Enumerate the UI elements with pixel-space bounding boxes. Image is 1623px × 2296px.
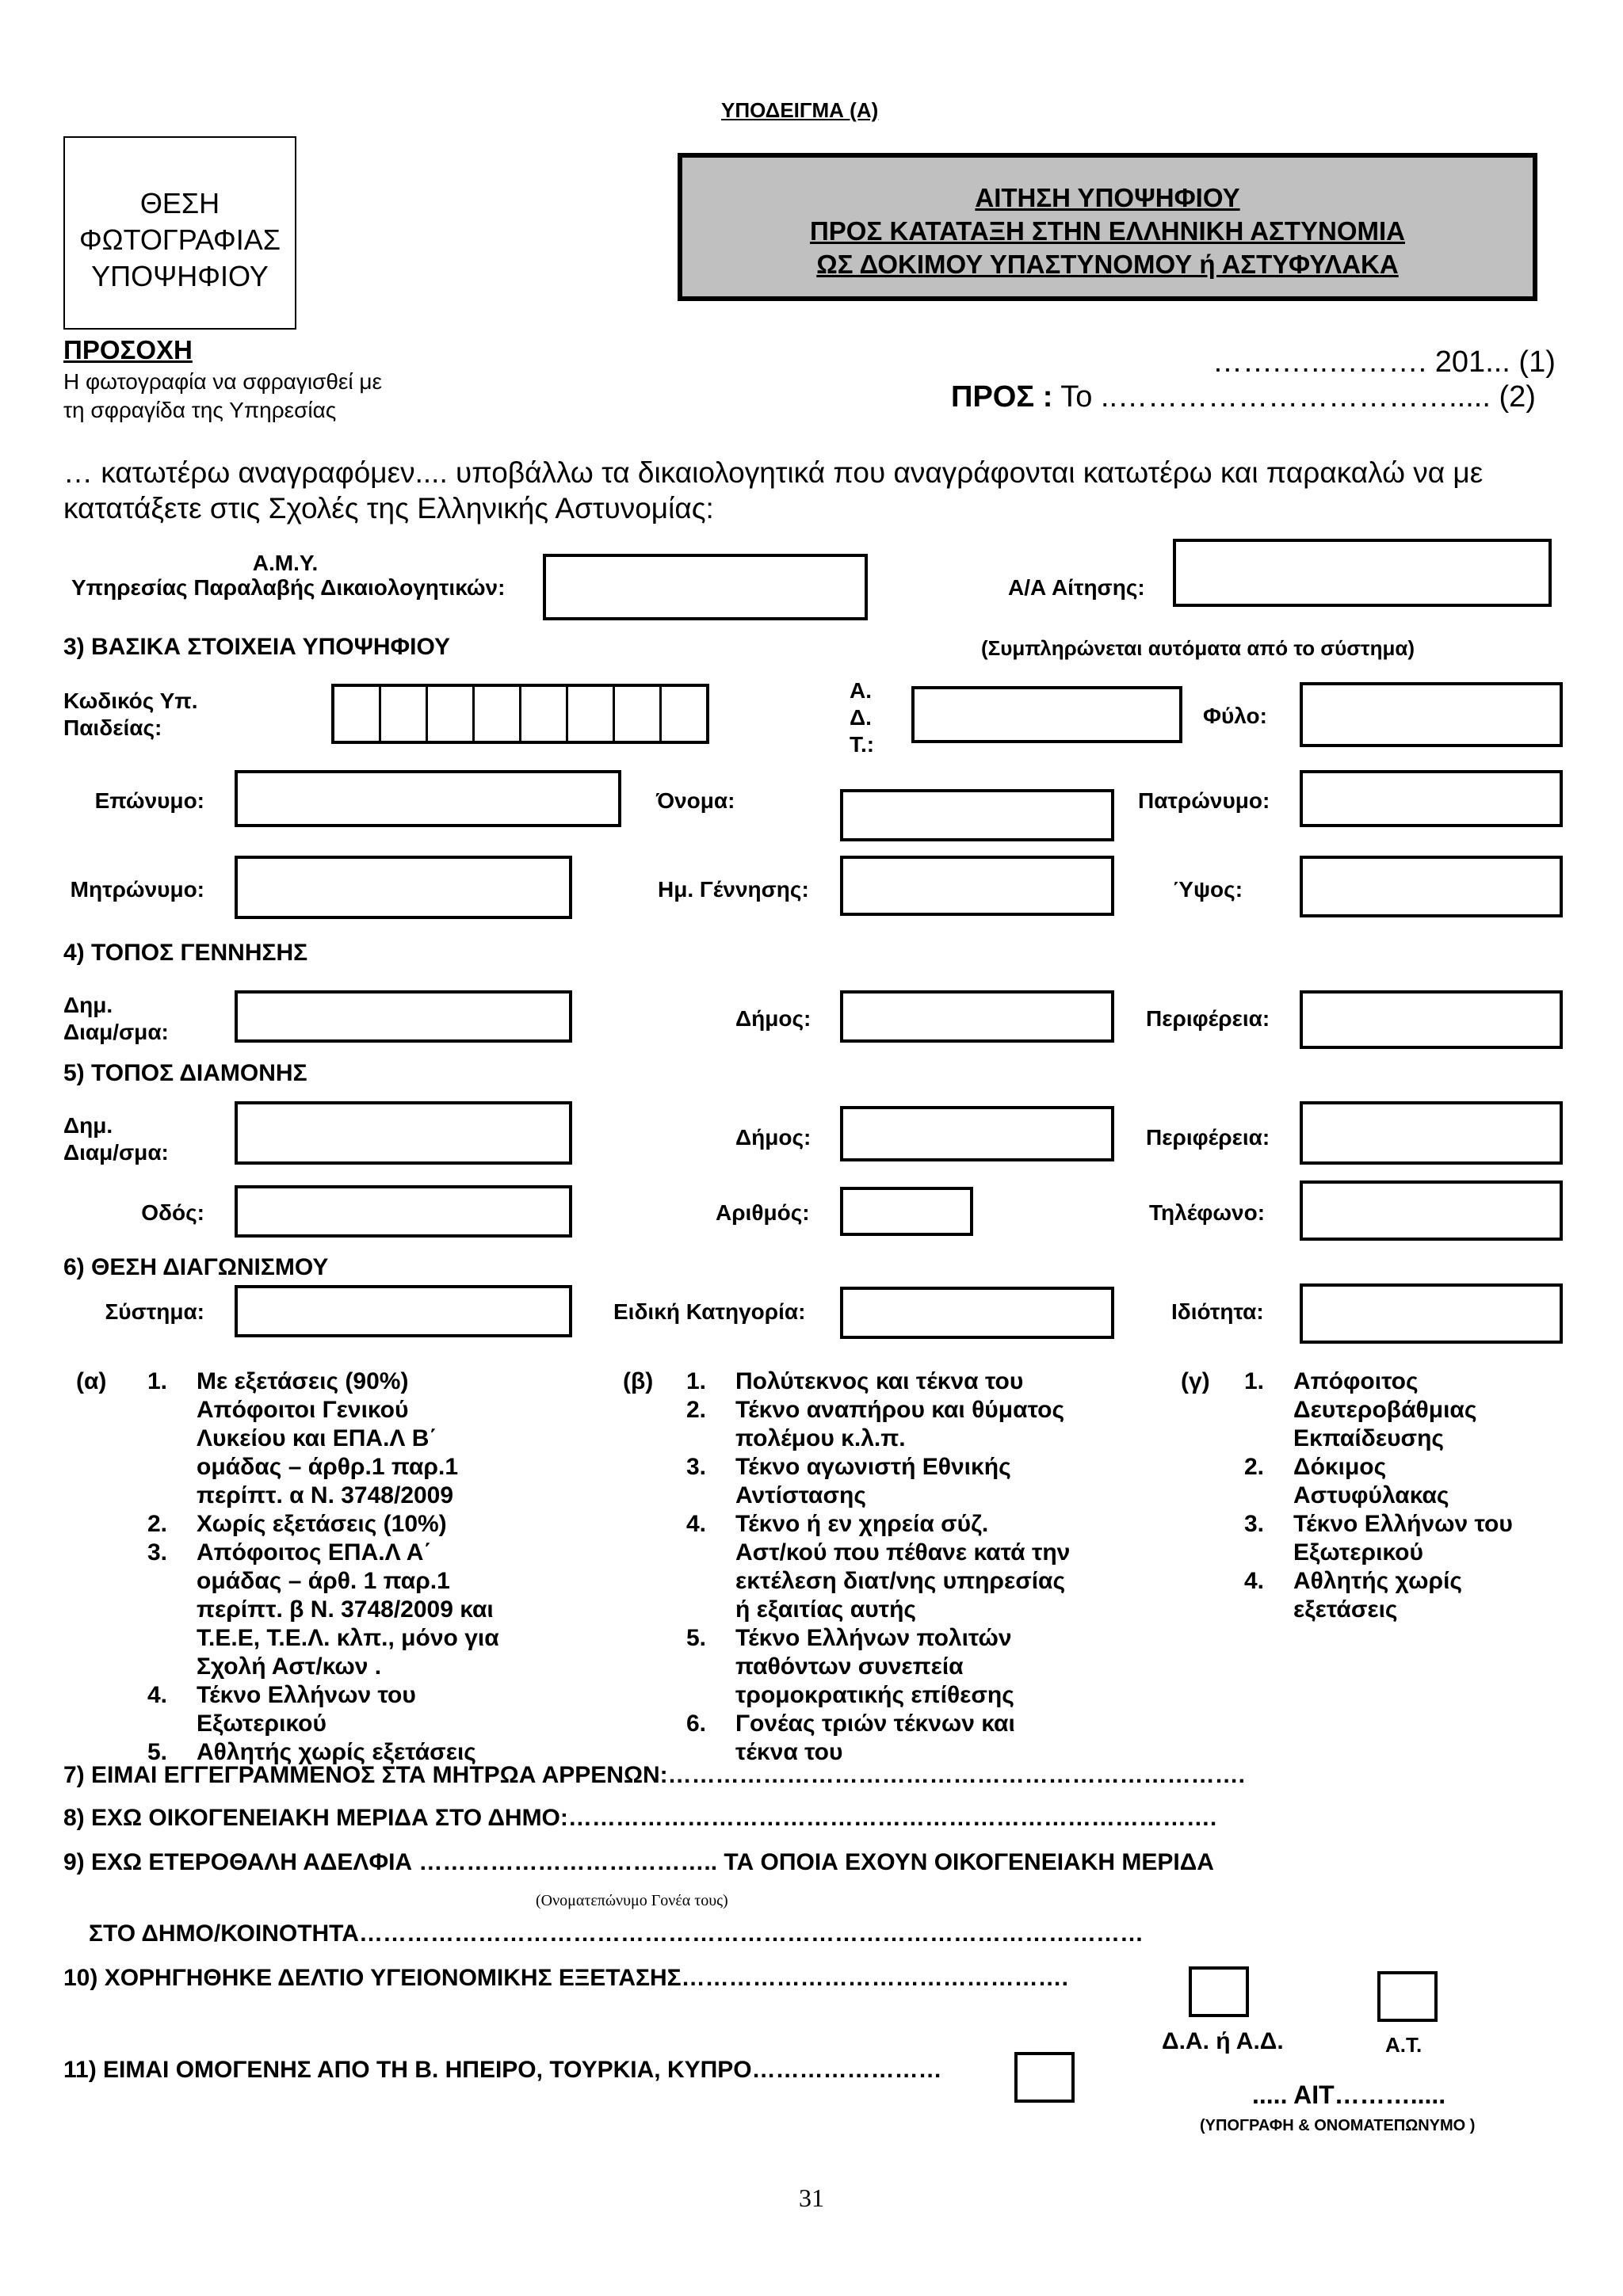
title-line: ΩΣ ΔΟΚΙΜΟΥ ΥΠΑΣΤΥΝΟΜΟΥ ή ΑΣΤΥΦΥΛΑΚΑ xyxy=(816,250,1399,279)
intro-text: … κατωτέρω αναγραφόμεν.... υποβάλλω τα δικαιολογητικά που αναγράφονται κατωτέρω και παρακαλώ να με κατατάξετε στις Σχολές της Ελληνικής Αστυνομίας: xyxy=(63,456,1484,524)
section4-title: 4) ΤΟΠΟΣ ΓΕΝΝΗΣΗΣ xyxy=(63,940,308,966)
attention-line: τη σφραγίδα της Υπηρεσίας xyxy=(63,398,337,422)
phone-label: Τηλέφωνο: xyxy=(1149,1200,1266,1225)
list-number: 4. xyxy=(147,1682,168,1708)
system-field[interactable] xyxy=(235,1285,572,1337)
signature-note: (ΥΠΟΓΡΑΦΗ & ΟΝΟΜΑΤΕΠΩΝΥΜΟ ) xyxy=(1200,2117,1476,2134)
declaration-item-11: 11) ΕΙΜΑΙ ΟΜΟΓΕΝΗΣ ΑΠΟ ΤΗ Β. ΗΠΕΙΡΟ, ΤΟΥΡΚΙΑ, ΚΥΠΡΟ…………………… xyxy=(63,2057,942,2083)
list-item-line: περίπτ. β Ν. 3748/2009 και xyxy=(197,1596,494,1623)
height-field[interactable] xyxy=(1300,856,1563,917)
list-item-line: Εξωτερικού xyxy=(197,1711,327,1737)
list-item-line: Τέκνο αγωνιστή Εθνικής xyxy=(735,1454,1011,1480)
attention-line: Η φωτογραφία να σφραγισθεί με xyxy=(63,369,383,394)
photo-box-line: ΦΩΤΟΓΡΑΦΙΑΣ xyxy=(78,223,281,256)
height-label: Ύψος: xyxy=(1173,877,1243,902)
list-item-line: Εξωτερικού xyxy=(1293,1539,1423,1566)
list-item-line: Γονέας τριών τέκνων και xyxy=(735,1711,1015,1737)
phone-field[interactable] xyxy=(1300,1180,1563,1241)
declaration-item-8: 8) ΕΧΩ ΟΙΚΟΓΕΝΕΙΑΚΗ ΜΕΡΙΔΑ ΣΤΟ ΔΗΜΟ:………………………………………………………………………. xyxy=(63,1805,1217,1831)
list-item-line: Πολύτεκνος και τέκνα του xyxy=(735,1368,1024,1394)
street-label: Οδός: xyxy=(141,1200,204,1225)
list-item-line: Αντίστασης xyxy=(735,1482,866,1508)
declaration-item-9-continued: ΣΤΟ ΔΗΜΟ/ΚΟΙΝΟΤΗΤΑ……………………………………………………………………………………… xyxy=(89,1920,1144,1947)
list-item-line: Σχολή Αστ/κων . xyxy=(197,1653,382,1680)
application-number-field[interactable] xyxy=(1173,539,1552,607)
birth-municipality-field[interactable] xyxy=(840,990,1114,1043)
code-digit-cell[interactable] xyxy=(334,687,381,741)
list-item-line: Δευτεροβάθμιας xyxy=(1293,1397,1477,1423)
list-number: 1. xyxy=(1244,1368,1265,1394)
list-number: 5. xyxy=(686,1625,707,1651)
id-card-label: Τ.: xyxy=(850,732,875,757)
declaration-item-7: 7) ΕΙΜΑΙ ΕΓΓΕΓΡΑΜΜΕΝΟΣ ΣΤΑ ΜΗΤΡΩΑ ΑΡΡΕΝΩΝ:………………………………………………………………. xyxy=(63,1762,1246,1788)
to-label: ΠΡΟΣ : xyxy=(951,380,1053,414)
declaration-item-9: 9) ΕΧΩ ΕΤΕΡΟΘΑΛΗ ΑΔΕΛΦΙΑ ……………………………….. ΤΑ ΟΠΟΙΑ ΕΧΟΥΝ ΟΙΚΟΓΕΝΕΙΑΚΗ ΜΕΡΙΔΑ xyxy=(63,1849,1214,1875)
list-item-line: τρομοκρατικής επίθεσης xyxy=(735,1682,1014,1708)
list-item-line: Αθλητής χωρίς xyxy=(1293,1568,1463,1594)
code-digit-cell[interactable] xyxy=(615,687,662,741)
residence-community-field[interactable] xyxy=(235,1101,572,1165)
list-item-line: Αθλητής χωρίς εξετάσεις xyxy=(197,1739,476,1765)
title-line: ΑΙΤΗΣΗ ΥΠΟΨΗΦΙΟΥ xyxy=(975,183,1240,212)
signature-line: ..... ΑΙΤ………..... xyxy=(1252,2081,1446,2109)
id-card-field[interactable] xyxy=(911,686,1182,743)
health-certificate-at-checkbox[interactable] xyxy=(1377,1971,1438,2022)
surname-label: Επώνυμο: xyxy=(94,788,204,813)
service-amy-field[interactable] xyxy=(543,554,868,620)
residence-community-label: Δημ. xyxy=(63,1113,113,1138)
attention-title: ΠΡΟΣΟΧΗ xyxy=(63,335,193,364)
list-item-line: Τέκνο Ελλήνων του xyxy=(1293,1511,1513,1537)
birth-community-label: Δημ. xyxy=(63,993,113,1017)
special-category-label: Ειδική Κατηγορία: xyxy=(613,1299,806,1324)
gender-label: Φύλο: xyxy=(1203,704,1267,728)
amy-label: Α.Μ.Υ. xyxy=(252,551,319,575)
list-number: 3. xyxy=(147,1539,168,1566)
mother-name-field[interactable] xyxy=(235,856,572,919)
name-label: Όνομα: xyxy=(656,788,735,813)
birth-municipality-label: Δήμος: xyxy=(735,1006,812,1031)
health-certificate-da-checkbox[interactable] xyxy=(1189,1966,1249,2017)
code-digit-cell[interactable] xyxy=(381,687,428,741)
special-category-field[interactable] xyxy=(840,1287,1114,1339)
list-item-line: Τ.Ε.Ε, Τ.Ε.Λ. κλπ., μόνο για xyxy=(197,1625,499,1651)
list-number: 2. xyxy=(147,1511,168,1537)
category-column-c xyxy=(1181,1367,1513,1624)
id-card-label: Δ. xyxy=(850,705,872,730)
list-item-line: Τέκνο ή εν χηρεία σύζ. xyxy=(735,1511,989,1537)
date-line: …….…..………. 201... (1) xyxy=(1212,345,1556,379)
list-item-line: Απόφοιτοι Γενικού xyxy=(197,1397,409,1423)
list-item-line: ή εξαιτίας αυτής xyxy=(735,1596,916,1623)
birthdate-field[interactable] xyxy=(840,856,1114,916)
surname-field[interactable] xyxy=(235,770,621,827)
photo-placeholder-box xyxy=(63,136,296,330)
property-field[interactable] xyxy=(1300,1283,1563,1344)
column-a-marker: (α) xyxy=(76,1368,107,1394)
parent-name-note: (Ονοματεπώνυμο Γονέα τους) xyxy=(536,1892,728,1909)
to-value: Το ..……………………………..... (2) xyxy=(1060,380,1536,414)
list-item-line: περίπτ. α Ν. 3748/2009 xyxy=(197,1482,454,1508)
residence-region-label: Περιφέρεια: xyxy=(1146,1125,1270,1150)
sample-label: ΥΠΟΔΕΙΓΜΑ (Α) xyxy=(721,98,879,122)
residence-community-label: Διαμ/σμα: xyxy=(63,1140,169,1165)
list-number: 1. xyxy=(147,1368,168,1394)
residence-municipality-label: Δήμος: xyxy=(735,1125,812,1150)
column-c-marker: (γ) xyxy=(1181,1368,1210,1394)
photo-box-line: ΥΠΟΨΗΦΙΟΥ xyxy=(91,260,269,292)
code-digit-cell[interactable] xyxy=(428,687,475,741)
list-item-line: πολέμου κ.λ.π. xyxy=(735,1425,906,1451)
list-number: 4. xyxy=(686,1511,707,1537)
birth-region-label: Περιφέρεια: xyxy=(1146,1006,1270,1031)
education-code-field[interactable] xyxy=(331,684,709,744)
list-item-line: Αστ/κού που πέθανε κατά την xyxy=(735,1539,1071,1566)
category-column-a xyxy=(76,1367,499,1767)
list-number: 2. xyxy=(686,1397,707,1423)
education-code-label: Κωδικός Υπ. xyxy=(63,688,198,713)
auto-fill-note: (Συμπληρώνεται αυτόματα από το σύστημα) xyxy=(981,636,1415,660)
gender-field[interactable] xyxy=(1300,682,1563,747)
section3-title: 3) ΒΑΣΙΚΑ ΣΤΟΙΧΕΙΑ ΥΠΟΨΗΦΙΟΥ xyxy=(63,634,451,660)
list-item-line: Εκπαίδευσης xyxy=(1293,1425,1444,1451)
list-number: 6. xyxy=(686,1711,707,1737)
father-name-label: Πατρώνυμο: xyxy=(1138,788,1270,813)
system-label: Σύστημα: xyxy=(105,1299,204,1324)
education-code-label: Παιδείας: xyxy=(63,715,162,740)
aa-label: Α/Α Αίτησης: xyxy=(1008,575,1145,600)
list-item-line: Με εξετάσεις (90%) xyxy=(197,1368,409,1394)
list-item-line: τέκνα του xyxy=(735,1739,843,1765)
page-number: 31 xyxy=(799,2183,824,2212)
list-item-line: ομάδας – άρθ. 1 παρ.1 xyxy=(197,1568,450,1594)
birth-community-label: Διαμ/σμα: xyxy=(63,1020,169,1044)
name-field[interactable] xyxy=(840,789,1114,841)
list-number: 3. xyxy=(686,1454,707,1480)
list-number: 3. xyxy=(1244,1511,1265,1537)
list-number: 4. xyxy=(1244,1568,1265,1594)
column-b-marker: (β) xyxy=(623,1368,654,1394)
birth-region-field[interactable] xyxy=(1300,990,1563,1049)
list-item-line: Τέκνο Ελλήνων πολιτών xyxy=(735,1625,1012,1651)
list-item-line: Απόφοιτος ΕΠΑ.Λ Α΄ xyxy=(197,1539,432,1566)
da-label: Δ.Α. ή Α.Δ. xyxy=(1162,2028,1284,2054)
street-number-field[interactable] xyxy=(840,1187,973,1236)
section6-title: 6) ΘΕΣΗ ΔΙΑΓΩΝΙΣΜΟΥ xyxy=(63,1254,329,1280)
code-digit-cell[interactable] xyxy=(521,687,568,741)
list-item-line: Δόκιμος xyxy=(1293,1454,1387,1480)
service-label: Υπηρεσίας Παραλαβής Δικαιολογητικών: xyxy=(71,575,506,600)
declaration-item-10: 10) ΧΟΡΗΓΗΘΗΚΕ ΔΕΛΤΙΟ ΥΓΕΙΟΝΟΜΙΚΗΣ ΕΞΕΤΑΣΗΣ…………………………………………. xyxy=(63,1965,1068,1991)
list-item-line: εκτέλεση διατ/νης υπηρεσίας xyxy=(735,1568,1066,1594)
code-digit-cell[interactable] xyxy=(475,687,521,741)
list-item-line: Απόφοιτος xyxy=(1293,1368,1419,1394)
title-line: ΠΡΟΣ ΚΑΤΑΤΑΞΗ ΣΤΗΝ ΕΛΛΗΝΙΚΗ ΑΣΤΥΝΟΜΙΑ xyxy=(809,216,1406,246)
residence-municipality-field[interactable] xyxy=(840,1106,1114,1161)
list-item-line: παθόντων συνεπεία xyxy=(735,1653,964,1680)
code-digit-cell[interactable] xyxy=(662,687,706,741)
mother-name-label: Μητρώνυμο: xyxy=(70,877,204,902)
list-number: 1. xyxy=(686,1368,707,1394)
list-item-line: ομάδας – άρθρ.1 παρ.1 xyxy=(197,1454,458,1480)
list-item-line: Χωρίς εξετάσεις (10%) xyxy=(197,1511,447,1537)
photo-box-line: ΘΕΣΗ xyxy=(139,187,220,219)
father-name-field[interactable] xyxy=(1300,770,1563,827)
birthdate-label: Ημ. Γέννησης: xyxy=(658,877,809,902)
list-item-line: Τέκνο αναπήρου και θύματος xyxy=(735,1397,1065,1423)
list-item-line: Λυκείου και ΕΠΑ.Λ Β΄ xyxy=(197,1425,437,1451)
at-label: Α.Τ. xyxy=(1385,2033,1423,2057)
title-box xyxy=(678,153,1537,301)
category-column-b xyxy=(623,1367,1070,1767)
residence-region-field[interactable] xyxy=(1300,1101,1563,1165)
list-item-line: εξετάσεις xyxy=(1293,1596,1398,1623)
list-item-line: Τέκνο Ελλήνων του xyxy=(197,1682,416,1708)
property-label: Ιδιότητα: xyxy=(1171,1299,1264,1324)
birth-community-field[interactable] xyxy=(235,990,572,1043)
list-number: 2. xyxy=(1244,1454,1265,1480)
code-digit-cell[interactable] xyxy=(568,687,615,741)
street-field[interactable] xyxy=(235,1185,572,1238)
street-number-label: Αριθμός: xyxy=(716,1200,810,1225)
section5-title: 5) ΤΟΠΟΣ ΔΙΑΜΟΝΗΣ xyxy=(63,1060,307,1086)
list-item-line: Αστυφύλακας xyxy=(1293,1482,1449,1508)
id-card-label: Α. xyxy=(850,678,872,703)
list-number: 5. xyxy=(147,1739,168,1765)
expatriate-checkbox[interactable] xyxy=(1014,2052,1075,2103)
